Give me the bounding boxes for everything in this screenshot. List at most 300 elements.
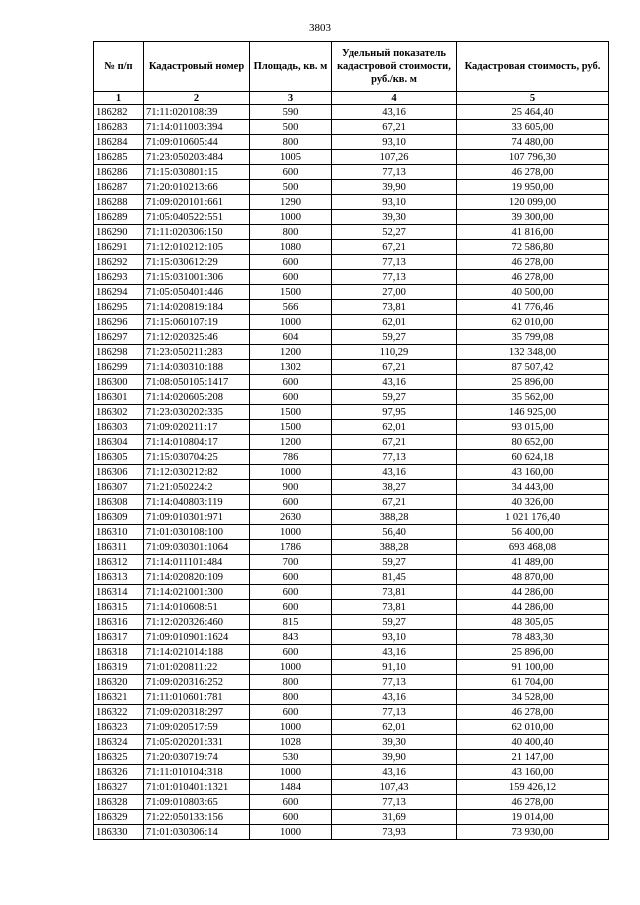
cadastral-value-cell: 48 870,00 [457,570,609,585]
specific-value-cell: 67,21 [332,240,457,255]
cadastral-value-cell: 19 950,00 [457,180,609,195]
table-row [94,600,609,615]
cadastral-number-cell: 71:14:040803:119 [144,495,250,510]
column-number-row [94,92,609,105]
specific-value-cell: 93,10 [332,630,457,645]
cadastral-value-cell: 78 483,30 [457,630,609,645]
header-cadastral-value: Кадастровая стоимость, руб. [457,42,609,92]
area-cell: 600 [250,390,332,405]
row-number-cell: 186310 [94,525,144,540]
specific-value-cell: 43,16 [332,645,457,660]
row-number-cell: 186306 [94,465,144,480]
specific-value-cell: 59,27 [332,390,457,405]
cadastral-value-cell: 44 286,00 [457,600,609,615]
table-row [94,150,609,165]
area-cell: 1000 [250,315,332,330]
cadastral-number-cell: 71:14:010608:51 [144,600,250,615]
table-row [94,165,609,180]
area-cell: 800 [250,135,332,150]
area-cell: 500 [250,120,332,135]
specific-value-cell: 73,81 [332,585,457,600]
table-row [94,495,609,510]
specific-value-cell: 67,21 [332,120,457,135]
row-number-cell: 186330 [94,825,144,840]
area-cell: 800 [250,225,332,240]
cadastral-number-cell: 71:23:030202:335 [144,405,250,420]
cadastral-number-cell: 71:09:020517:59 [144,720,250,735]
specific-value-cell: 39,90 [332,180,457,195]
specific-value-cell: 73,81 [332,300,457,315]
specific-value-cell: 62,01 [332,420,457,435]
row-number-cell: 186325 [94,750,144,765]
cadastral-value-cell: 159 426,12 [457,780,609,795]
table-row [94,630,609,645]
row-number-cell: 186327 [94,780,144,795]
table-row [94,720,609,735]
cadastral-number-cell: 71:12:020325:46 [144,330,250,345]
table-row [94,105,609,120]
cadastral-table [93,41,609,840]
cadastral-value-cell: 56 400,00 [457,525,609,540]
specific-value-cell: 39,30 [332,735,457,750]
row-number-cell: 186320 [94,675,144,690]
cadastral-value-cell: 132 348,00 [457,345,609,360]
cadastral-number-cell: 71:15:031001:306 [144,270,250,285]
table-row [94,570,609,585]
cadastral-value-cell: 1 021 176,40 [457,510,609,525]
specific-value-cell: 77,13 [332,450,457,465]
cadastral-value-cell: 39 300,00 [457,210,609,225]
cadastral-value-cell: 46 278,00 [457,255,609,270]
cadastral-number-cell: 71:14:020820:109 [144,570,250,585]
row-number-cell: 186296 [94,315,144,330]
table-row [94,135,609,150]
cadastral-value-cell: 93 015,00 [457,420,609,435]
cadastral-number-cell: 71:14:020819:184 [144,300,250,315]
column-number: 2 [144,92,250,105]
area-cell: 900 [250,480,332,495]
cadastral-value-cell: 41 776,46 [457,300,609,315]
cadastral-value-cell: 40 500,00 [457,285,609,300]
table-row [94,120,609,135]
area-cell: 600 [250,495,332,510]
table-row [94,750,609,765]
row-number-cell: 186299 [94,360,144,375]
specific-value-cell: 56,40 [332,525,457,540]
cadastral-value-cell: 73 930,00 [457,825,609,840]
table-row [94,480,609,495]
area-cell: 600 [250,585,332,600]
row-number-cell: 186285 [94,150,144,165]
area-cell: 1200 [250,345,332,360]
specific-value-cell: 27,00 [332,285,457,300]
row-number-cell: 186288 [94,195,144,210]
row-number-cell: 186287 [94,180,144,195]
cadastral-number-cell: 71:12:020326:460 [144,615,250,630]
area-cell: 600 [250,645,332,660]
table-row [94,555,609,570]
row-number-cell: 186312 [94,555,144,570]
cadastral-value-cell: 21 147,00 [457,750,609,765]
specific-value-cell: 107,26 [332,150,457,165]
row-number-cell: 186311 [94,540,144,555]
area-cell: 600 [250,810,332,825]
header-specific-value: Удельный показатель кадастровой стоимости, руб./кв. м [332,42,457,92]
row-number-cell: 186305 [94,450,144,465]
area-cell: 843 [250,630,332,645]
specific-value-cell: 77,13 [332,270,457,285]
area-cell: 600 [250,705,332,720]
cadastral-number-cell: 71:05:040522:551 [144,210,250,225]
cadastral-number-cell: 71:14:021001:300 [144,585,250,600]
cadastral-value-cell: 46 278,00 [457,165,609,180]
area-cell: 1000 [250,210,332,225]
specific-value-cell: 93,10 [332,135,457,150]
cadastral-number-cell: 71:09:020318:297 [144,705,250,720]
table-row [94,465,609,480]
specific-value-cell: 43,16 [332,690,457,705]
specific-value-cell: 77,13 [332,795,457,810]
cadastral-number-cell: 71:01:030306:14 [144,825,250,840]
table-row [94,810,609,825]
specific-value-cell: 43,16 [332,465,457,480]
cadastral-value-cell: 87 507,42 [457,360,609,375]
row-number-cell: 186307 [94,480,144,495]
cadastral-number-cell: 71:09:010901:1624 [144,630,250,645]
table-row [94,360,609,375]
table-row [94,690,609,705]
row-number-cell: 186282 [94,105,144,120]
table-header [94,42,609,105]
row-number-cell: 186301 [94,390,144,405]
table-row [94,705,609,720]
cadastral-number-cell: 71:14:011101:484 [144,555,250,570]
cadastral-value-cell: 40 400,40 [457,735,609,750]
table-row [94,405,609,420]
cadastral-number-cell: 71:11:010601:781 [144,690,250,705]
cadastral-number-cell: 71:12:030212:82 [144,465,250,480]
row-number-cell: 186317 [94,630,144,645]
cadastral-number-cell: 71:14:030310:188 [144,360,250,375]
cadastral-number-cell: 71:09:010803:65 [144,795,250,810]
area-cell: 604 [250,330,332,345]
cadastral-value-cell: 62 010,00 [457,720,609,735]
table-row [94,765,609,780]
row-number-cell: 186291 [94,240,144,255]
cadastral-value-cell: 25 464,40 [457,105,609,120]
cadastral-number-cell: 71:01:030108:100 [144,525,250,540]
row-number-cell: 186328 [94,795,144,810]
cadastral-value-cell: 41 489,00 [457,555,609,570]
row-number-cell: 186313 [94,570,144,585]
row-number-cell: 186300 [94,375,144,390]
specific-value-cell: 73,93 [332,825,457,840]
table-row [94,225,609,240]
area-cell: 1000 [250,765,332,780]
row-number-cell: 186294 [94,285,144,300]
table-row [94,420,609,435]
row-number-cell: 186290 [94,225,144,240]
cadastral-value-cell: 25 896,00 [457,645,609,660]
row-number-cell: 186322 [94,705,144,720]
table-row [94,435,609,450]
specific-value-cell: 77,13 [332,255,457,270]
table-row [94,375,609,390]
specific-value-cell: 67,21 [332,360,457,375]
specific-value-cell: 110,29 [332,345,457,360]
cadastral-value-cell: 43 160,00 [457,765,609,780]
specific-value-cell: 43,16 [332,105,457,120]
cadastral-number-cell: 71:15:030612:29 [144,255,250,270]
row-number-cell: 186329 [94,810,144,825]
cadastral-number-cell: 71:15:060107:19 [144,315,250,330]
header-cadastral-number: Кадастровый номер [144,42,250,92]
row-number-cell: 186302 [94,405,144,420]
area-cell: 566 [250,300,332,315]
specific-value-cell: 43,16 [332,375,457,390]
table-row [94,780,609,795]
specific-value-cell: 43,16 [332,765,457,780]
cadastral-number-cell: 71:23:050203:484 [144,150,250,165]
cadastral-number-cell: 71:11:010104:318 [144,765,250,780]
area-cell: 600 [250,165,332,180]
specific-value-cell: 67,21 [332,495,457,510]
table-row [94,585,609,600]
area-cell: 1484 [250,780,332,795]
row-number-cell: 186318 [94,645,144,660]
table-row [94,795,609,810]
cadastral-value-cell: 91 100,00 [457,660,609,675]
area-cell: 600 [250,600,332,615]
cadastral-value-cell: 120 099,00 [457,195,609,210]
cadastral-number-cell: 71:01:010401:1321 [144,780,250,795]
cadastral-value-cell: 62 010,00 [457,315,609,330]
row-number-cell: 186297 [94,330,144,345]
cadastral-value-cell: 46 278,00 [457,270,609,285]
cadastral-number-cell: 71:11:020108:39 [144,105,250,120]
area-cell: 600 [250,270,332,285]
table-body [94,105,609,840]
table-row [94,660,609,675]
area-cell: 786 [250,450,332,465]
row-number-cell: 186326 [94,765,144,780]
table-row [94,615,609,630]
cadastral-number-cell: 71:11:020306:150 [144,225,250,240]
area-cell: 800 [250,675,332,690]
table-row [94,450,609,465]
cadastral-number-cell: 71:23:050211:283 [144,345,250,360]
cadastral-number-cell: 71:14:021014:188 [144,645,250,660]
cadastral-value-cell: 35 799,08 [457,330,609,345]
cadastral-value-cell: 72 586,80 [457,240,609,255]
cadastral-value-cell: 146 925,00 [457,405,609,420]
cadastral-number-cell: 71:09:030301:1064 [144,540,250,555]
specific-value-cell: 62,01 [332,720,457,735]
cadastral-value-cell: 41 816,00 [457,225,609,240]
specific-value-cell: 77,13 [332,705,457,720]
cadastral-value-cell: 46 278,00 [457,795,609,810]
area-cell: 600 [250,255,332,270]
specific-value-cell: 59,27 [332,555,457,570]
cadastral-value-cell: 74 480,00 [457,135,609,150]
table-row [94,345,609,360]
cadastral-number-cell: 71:14:011003:394 [144,120,250,135]
area-cell: 1000 [250,720,332,735]
cadastral-number-cell: 71:12:010212:105 [144,240,250,255]
cadastral-value-cell: 61 704,00 [457,675,609,690]
area-cell: 2630 [250,510,332,525]
area-cell: 600 [250,795,332,810]
row-number-cell: 186286 [94,165,144,180]
table-row [94,285,609,300]
row-number-cell: 186315 [94,600,144,615]
row-number-cell: 186314 [94,585,144,600]
cadastral-number-cell: 71:15:030801:15 [144,165,250,180]
header-row-number: № п/п [94,42,144,92]
table-row [94,195,609,210]
row-number-cell: 186319 [94,660,144,675]
specific-value-cell: 59,27 [332,330,457,345]
cadastral-value-cell: 107 796,30 [457,150,609,165]
area-cell: 1000 [250,825,332,840]
area-cell: 1500 [250,285,332,300]
area-cell: 800 [250,690,332,705]
area-cell: 1005 [250,150,332,165]
row-number-cell: 186324 [94,735,144,750]
table-row [94,825,609,840]
area-cell: 600 [250,375,332,390]
cadastral-value-cell: 19 014,00 [457,810,609,825]
table-row [94,210,609,225]
cadastral-number-cell: 71:09:020316:252 [144,675,250,690]
cadastral-value-cell: 34 528,00 [457,690,609,705]
area-cell: 1302 [250,360,332,375]
row-number-cell: 186295 [94,300,144,315]
cadastral-value-cell: 33 605,00 [457,120,609,135]
area-cell: 1500 [250,405,332,420]
area-cell: 1786 [250,540,332,555]
table-row [94,330,609,345]
table-row [94,735,609,750]
area-cell: 600 [250,570,332,585]
cadastral-value-cell: 60 624,18 [457,450,609,465]
area-cell: 1000 [250,525,332,540]
specific-value-cell: 388,28 [332,510,457,525]
row-number-cell: 186321 [94,690,144,705]
cadastral-value-cell: 80 652,00 [457,435,609,450]
specific-value-cell: 52,27 [332,225,457,240]
row-number-cell: 186316 [94,615,144,630]
cadastral-number-cell: 71:05:020201:331 [144,735,250,750]
row-number-cell: 186292 [94,255,144,270]
cadastral-value-cell: 46 278,00 [457,705,609,720]
area-cell: 1000 [250,465,332,480]
table-row [94,300,609,315]
row-number-cell: 186303 [94,420,144,435]
area-cell: 1290 [250,195,332,210]
table-row [94,315,609,330]
row-number-cell: 186284 [94,135,144,150]
table-row [94,525,609,540]
header-area: Площадь, кв. м [250,42,332,92]
specific-value-cell: 93,10 [332,195,457,210]
area-cell: 1200 [250,435,332,450]
specific-value-cell: 81,45 [332,570,457,585]
cadastral-number-cell: 71:08:050105:1417 [144,375,250,390]
specific-value-cell: 38,27 [332,480,457,495]
cadastral-number-cell: 71:14:010804:17 [144,435,250,450]
area-cell: 1080 [250,240,332,255]
row-number-cell: 186283 [94,120,144,135]
column-number: 3 [250,92,332,105]
area-cell: 500 [250,180,332,195]
cadastral-value-cell: 40 326,00 [457,495,609,510]
area-cell: 815 [250,615,332,630]
cadastral-value-cell: 44 286,00 [457,585,609,600]
cadastral-number-cell: 71:09:010605:44 [144,135,250,150]
specific-value-cell: 31,69 [332,810,457,825]
cadastral-number-cell: 71:09:020101:661 [144,195,250,210]
area-cell: 590 [250,105,332,120]
row-number-cell: 186298 [94,345,144,360]
specific-value-cell: 91,10 [332,660,457,675]
area-cell: 700 [250,555,332,570]
specific-value-cell: 388,28 [332,540,457,555]
row-number-cell: 186293 [94,270,144,285]
cadastral-value-cell: 34 443,00 [457,480,609,495]
specific-value-cell: 77,13 [332,675,457,690]
row-number-cell: 186323 [94,720,144,735]
cadastral-number-cell: 71:09:020211:17 [144,420,250,435]
table-row [94,510,609,525]
page-number: 3803 [309,22,331,34]
cadastral-number-cell: 71:05:050401:446 [144,285,250,300]
table-row [94,240,609,255]
row-number-cell: 186304 [94,435,144,450]
cadastral-number-cell: 71:20:010213:66 [144,180,250,195]
specific-value-cell: 77,13 [332,165,457,180]
cadastral-value-cell: 48 305,05 [457,615,609,630]
header-row [94,42,609,92]
cadastral-value-cell: 25 896,00 [457,375,609,390]
column-number: 1 [94,92,144,105]
cadastral-number-cell: 71:20:030719:74 [144,750,250,765]
specific-value-cell: 39,30 [332,210,457,225]
specific-value-cell: 59,27 [332,615,457,630]
cadastral-number-cell: 71:14:020605:208 [144,390,250,405]
table-row [94,270,609,285]
specific-value-cell: 62,01 [332,315,457,330]
cadastral-value-cell: 693 468,08 [457,540,609,555]
area-cell: 1028 [250,735,332,750]
table-row [94,390,609,405]
cadastral-number-cell: 71:21:050224:2 [144,480,250,495]
cadastral-value-cell: 35 562,00 [457,390,609,405]
row-number-cell: 186309 [94,510,144,525]
specific-value-cell: 97,95 [332,405,457,420]
cadastral-number-cell: 71:01:020811:22 [144,660,250,675]
row-number-cell: 186308 [94,495,144,510]
table-row [94,645,609,660]
area-cell: 1000 [250,660,332,675]
area-cell: 1500 [250,420,332,435]
specific-value-cell: 107,43 [332,780,457,795]
cadastral-number-cell: 71:15:030704:25 [144,450,250,465]
cadastral-number-cell: 71:09:010301:971 [144,510,250,525]
table-row [94,675,609,690]
area-cell: 530 [250,750,332,765]
specific-value-cell: 67,21 [332,435,457,450]
